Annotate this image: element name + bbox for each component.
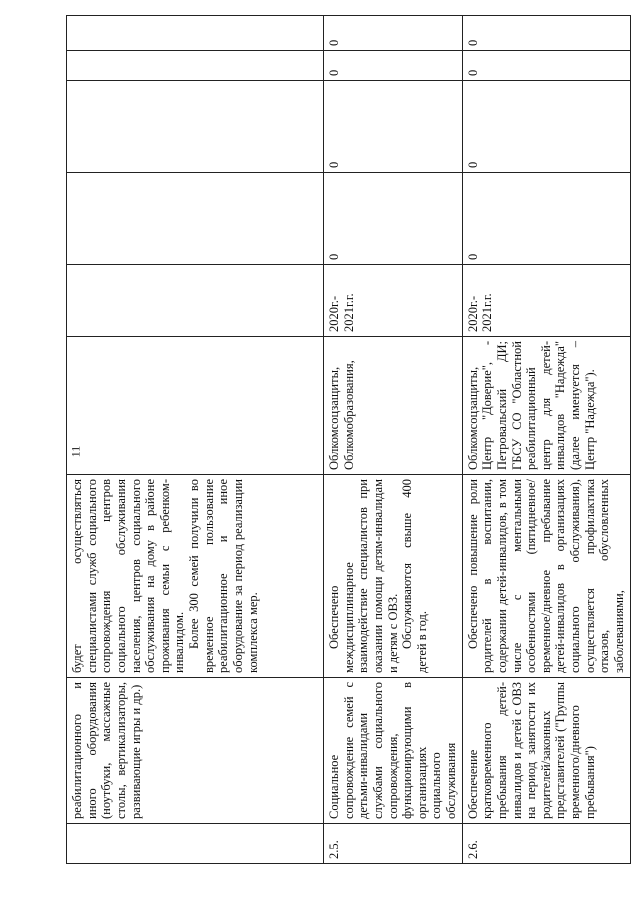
- value-cell: [67, 51, 324, 81]
- event-cell: Обеспечение кратковременного пребывания детей-инвалидов и детей с ОВЗ на период занятости их родителей/законных представителей ("Группы временного/дневного пребывания"): [462, 678, 630, 824]
- event-cell: реабилитационного и иного оборудования (ноутбуки, массажные столы, вертикализаторы, развивающие игры и др.): [67, 678, 324, 824]
- row-number: 2.6.: [462, 824, 630, 864]
- result-cell: [324, 475, 463, 678]
- result-paragraph: Обеспечено повышение роли родителей в воспитании, содержании детей-инвалидов, в том числе с ментальными особенностями (пятидневное/ временное/дневное пребывание детей-инвалидов в организациях социального обслуживания), осуществляется профилактика отказов, обусловленных заболеваниями,: [465, 479, 626, 673]
- value-cell: 0: [462, 51, 630, 81]
- table-row: [67, 16, 324, 864]
- value-cell: 0: [324, 173, 463, 265]
- executors-cell: [67, 337, 324, 475]
- measures-table: [66, 15, 631, 864]
- row-number: 2.5.: [324, 824, 463, 864]
- executors-cell: Облкомсоцзащиты, Центр "Доверие", - Петровальский ДИ; ГБСУ СО "Областной реабилитационный центр для детей-инвалидов "Надежда" (далее именуется – Центр "Надежда").: [462, 337, 630, 475]
- row-number: [67, 824, 324, 864]
- executors-cell: Облкомсоцзащиты, Облкомобразования,: [324, 337, 463, 475]
- table-row: [324, 16, 463, 864]
- table-row: [462, 16, 630, 864]
- value-cell: [67, 16, 324, 51]
- period-cell: [67, 265, 324, 337]
- result-cell: [462, 475, 630, 678]
- result-paragraph: Обеспечено междисциплинарное взаимодействие специалистов при оказании помощи детям-инвалидам и детям с ОВЗ.: [327, 479, 400, 673]
- value-cell: 0: [324, 81, 463, 173]
- value-cell: 0: [462, 173, 630, 265]
- event-cell: Социальное сопровождение семей с детьми-инвалидами службами социального сопровождения, функционирующими в организациях социального обслуживания: [324, 678, 463, 824]
- period-cell: 2020г.- 2021г.г.: [324, 265, 463, 337]
- value-cell: 0: [462, 16, 630, 51]
- value-cell: 0: [324, 51, 463, 81]
- value-cell: 0: [462, 81, 630, 173]
- value-cell: [67, 173, 324, 265]
- value-cell: [67, 81, 324, 173]
- period-cell: 2020г.- 2021г.г.: [462, 265, 630, 337]
- page-number: 11: [68, 445, 83, 458]
- result-paragraph: будет осуществляться специалистами служб социального сопровождения центров социального обслуживания населения, центров социального обслуживания на дому в районе проживания семьи с ребенком-инвалидом.: [70, 479, 187, 673]
- value-cell: 0: [324, 16, 463, 51]
- rotated-table-wrapper: [66, 16, 624, 864]
- result-paragraph: Обслуживаются свыше 400 детей в год.: [400, 479, 429, 673]
- result-cell: [67, 475, 324, 678]
- result-paragraph: Более 300 семей получили во временное пользование реабилитационное и иное оборудование за период реализации комплекса мер.: [187, 479, 260, 673]
